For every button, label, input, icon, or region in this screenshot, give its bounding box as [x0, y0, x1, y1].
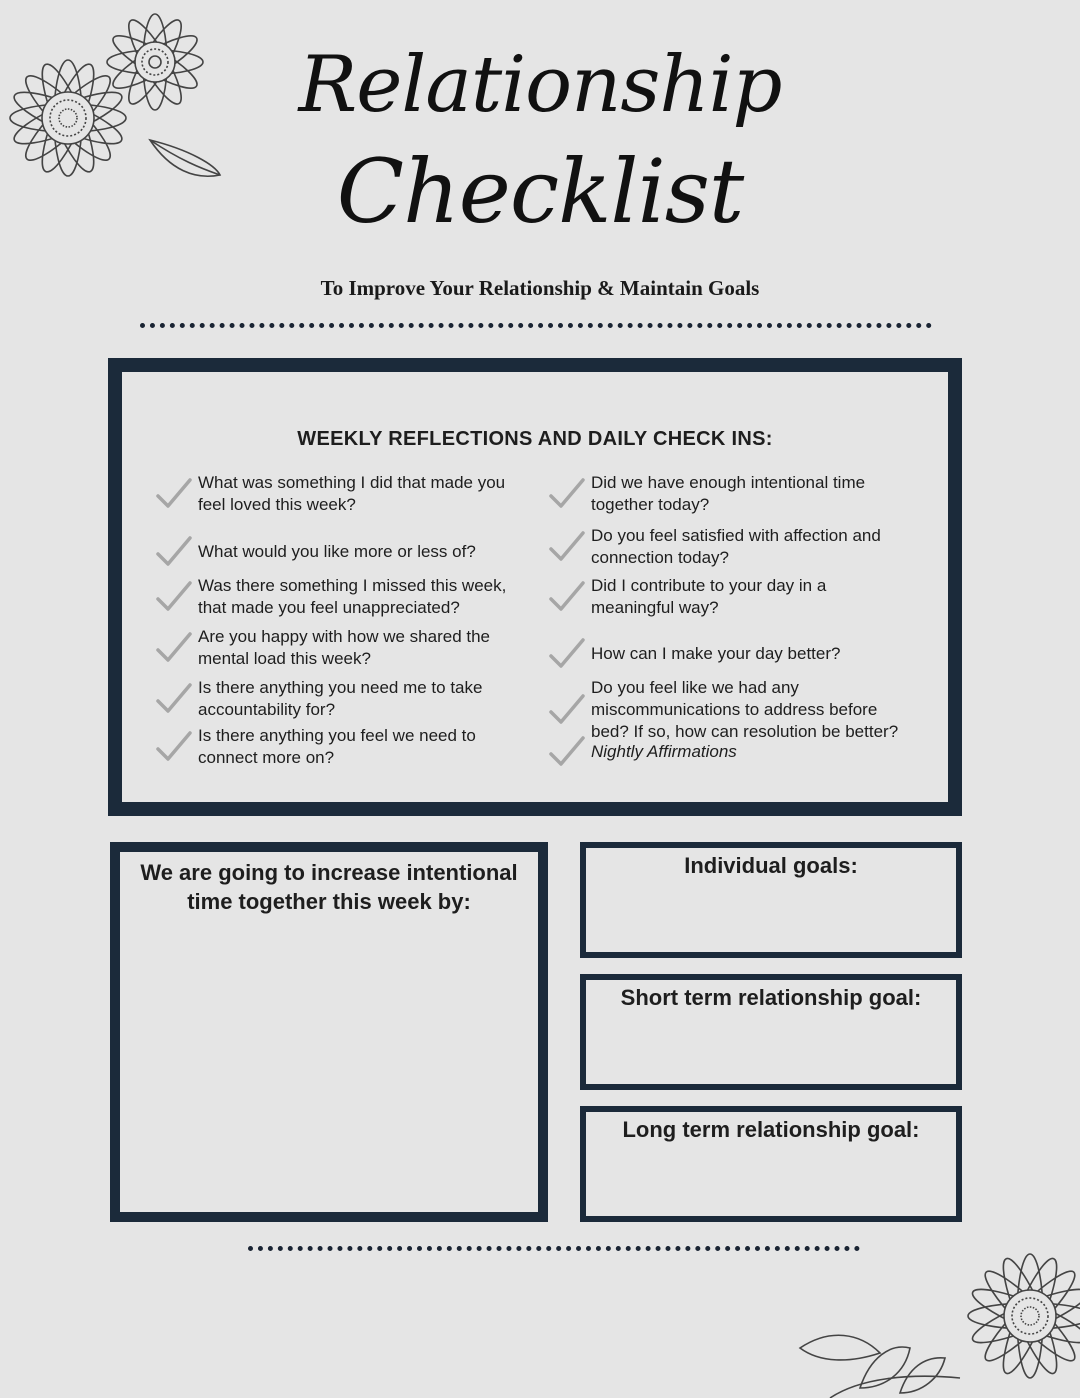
checklist-item-text: How can I make your day better?: [591, 644, 841, 663]
checklist-item-text: What was something I did that made you feel loved this week?: [198, 473, 506, 514]
checklist-item-text: Are you happy with how we shared the mental load this week?: [198, 627, 491, 668]
page-subtitle: To Improve Your Relationship & Maintain Goals: [320, 276, 760, 300]
page-title-line2: Checklist: [336, 140, 744, 243]
intentional-time-title: We are going to increase intentional time together this week by:: [140, 860, 518, 914]
checklist-panel: [108, 358, 962, 816]
dotted-divider: [248, 1246, 860, 1251]
checkmark-icon: [547, 474, 591, 514]
checklist-item-text: Is there anything you need me to take accountability for?: [198, 678, 483, 719]
checkmark-icon: [154, 628, 198, 668]
checkmark-icon: [547, 732, 591, 772]
checkmark-icon: [547, 527, 591, 567]
checklist-item[interactable]: [154, 725, 514, 769]
checkmark-icon: [154, 532, 198, 572]
checklist-item-text: Is there anything you feel we need to connect more on?: [198, 726, 476, 767]
short-term-goal-title: Short term relationship goal:: [620, 985, 922, 1010]
checklist-item[interactable]: [154, 575, 514, 619]
individual-goals-title: Individual goals:: [684, 853, 858, 878]
checklist-item[interactable]: [154, 472, 514, 516]
checklist-item[interactable]: [154, 626, 514, 670]
checkmark-icon: [547, 634, 591, 674]
checklist-item-text: Did we have enough intentional time together today?: [591, 473, 866, 514]
intentional-time-box[interactable]: [110, 842, 548, 1222]
checkmark-icon: [547, 577, 591, 617]
checklist-item-text: Nightly Affirmations: [591, 742, 737, 761]
checklist-item[interactable]: [547, 525, 907, 569]
checklist-item[interactable]: [547, 472, 907, 516]
short-term-goal-box[interactable]: [580, 974, 962, 1090]
dotted-divider: [140, 323, 932, 328]
checklist-item-text: Do you feel like we had any miscommunications to address before bed? If so, how can resolution be better?: [591, 678, 899, 741]
checkmark-icon: [154, 727, 198, 767]
checkmark-icon: [547, 690, 591, 730]
checklist-item[interactable]: [547, 575, 907, 619]
checklist-item-text: Was there something I missed this week, that made you feel unappreciated?: [198, 576, 507, 617]
checklist-item[interactable]: [154, 532, 514, 572]
checklist-item-text: What would you like more or less of?: [198, 542, 476, 561]
sunflower-icon: [790, 1228, 1080, 1398]
checklist-heading: WEEKLY REFLECTIONS AND DAILY CHECK INS:: [297, 428, 773, 450]
individual-goals-box[interactable]: [580, 842, 962, 958]
page-title-line1: Relationship: [298, 40, 782, 130]
checklist-item[interactable]: [547, 732, 907, 772]
long-term-goal-title: Long term relationship goal:: [622, 1117, 920, 1142]
checklist-item-text: Did I contribute to your day in a meaningful way?: [591, 576, 827, 617]
long-term-goal-box[interactable]: [580, 1106, 962, 1222]
checkmark-icon: [154, 679, 198, 719]
checkmark-icon: [154, 474, 198, 514]
checklist-item-text: Do you feel satisfied with affection and connection today?: [591, 526, 881, 567]
checklist-item[interactable]: [154, 677, 514, 721]
checkmark-icon: [154, 577, 198, 617]
checklist-item[interactable]: [547, 634, 907, 674]
